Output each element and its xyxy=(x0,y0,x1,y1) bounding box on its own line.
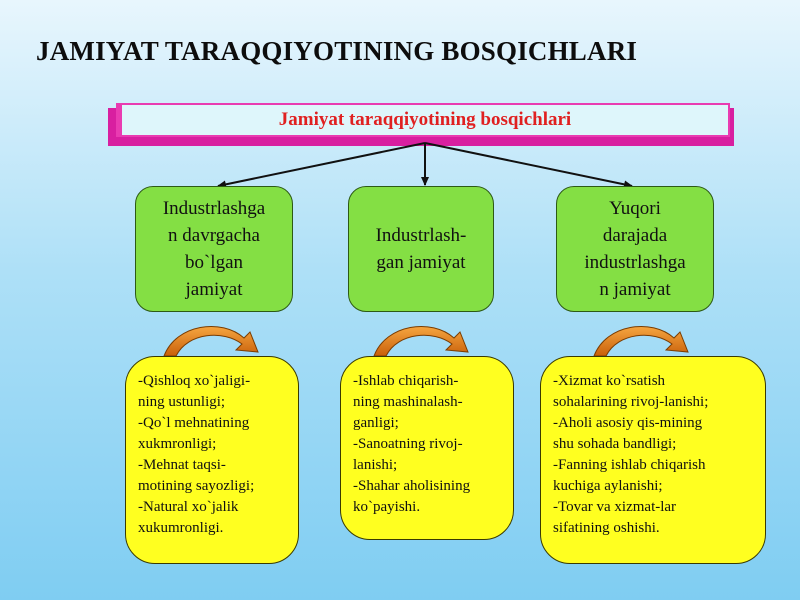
feature-line: lanishi; xyxy=(353,457,398,473)
feature-line: -Fanning ishlab chiqarish xyxy=(553,457,706,473)
feature-line: xukumronligi. xyxy=(138,520,224,536)
feature-box-pre-industrial xyxy=(125,356,299,564)
feature-line: -Xizmat ko`rsatish xyxy=(553,373,666,389)
feature-line: ko`payishi. xyxy=(353,499,421,515)
feature-line: sifatining oshishi. xyxy=(553,520,660,536)
feature-line: ning ustunligi; xyxy=(138,394,226,410)
stage-line: Yuqori xyxy=(609,198,661,219)
feature-line: ganligi; xyxy=(353,415,399,431)
feature-box-post-industrial xyxy=(540,356,766,564)
feature-line: sohalarining rivoj-lanishi; xyxy=(553,394,709,410)
feature-line: -Qo`l mehnatining xyxy=(138,415,250,431)
feature-line: shu sohada bandligi; xyxy=(553,436,677,452)
curved-arrow-icon xyxy=(588,320,698,360)
feature-line: -Shahar aholisining xyxy=(353,478,471,494)
feature-line: ning mashinalash- xyxy=(353,394,463,410)
slide-title: JAMIYAT TARAQQIYOTINING BOSQICHLARI xyxy=(36,36,638,66)
stage-line: gan jamiyat xyxy=(376,252,466,273)
feature-line: motining sayozligi; xyxy=(138,478,255,494)
feature-line: -Sanoatning rivoj- xyxy=(353,436,463,452)
feature-line: xukmronligi; xyxy=(138,436,217,452)
stage-line: bo`lgan xyxy=(184,252,244,273)
stage-box-pre-industrial xyxy=(135,186,293,312)
stage-line: industrlashga xyxy=(584,252,686,273)
feature-line: -Natural xo`jalik xyxy=(138,499,239,515)
connector-right xyxy=(425,143,632,186)
stage-box-industrial xyxy=(348,186,494,312)
connector-left xyxy=(218,143,425,186)
curved-arrow-icon xyxy=(158,320,268,360)
stage-box-post-industrial xyxy=(556,186,714,312)
feature-line: -Tovar va xizmat-lar xyxy=(553,499,677,515)
feature-line: -Aholi asosiy qis-mining xyxy=(553,415,703,431)
stage-line: Industrlash- xyxy=(375,225,467,246)
header-label: Jamiyat taraqqiyotining bosqichlari xyxy=(278,109,572,130)
feature-line: -Ishlab chiqarish- xyxy=(353,373,459,389)
feature-box-industrial xyxy=(340,356,514,540)
stage-line: n davrgacha xyxy=(168,225,260,246)
stage-line: darajada xyxy=(602,225,668,246)
curved-arrow-icon xyxy=(368,320,478,360)
feature-line: kuchiga aylanishi; xyxy=(553,478,663,494)
stage-line: jamiyat xyxy=(185,279,243,300)
stage-line: Industrlashga xyxy=(162,198,266,219)
feature-line: -Qishloq xo`jaligi- xyxy=(138,373,251,389)
stage-line: n jamiyat xyxy=(599,279,671,300)
feature-line: -Mehnat taqsi- xyxy=(138,457,226,473)
